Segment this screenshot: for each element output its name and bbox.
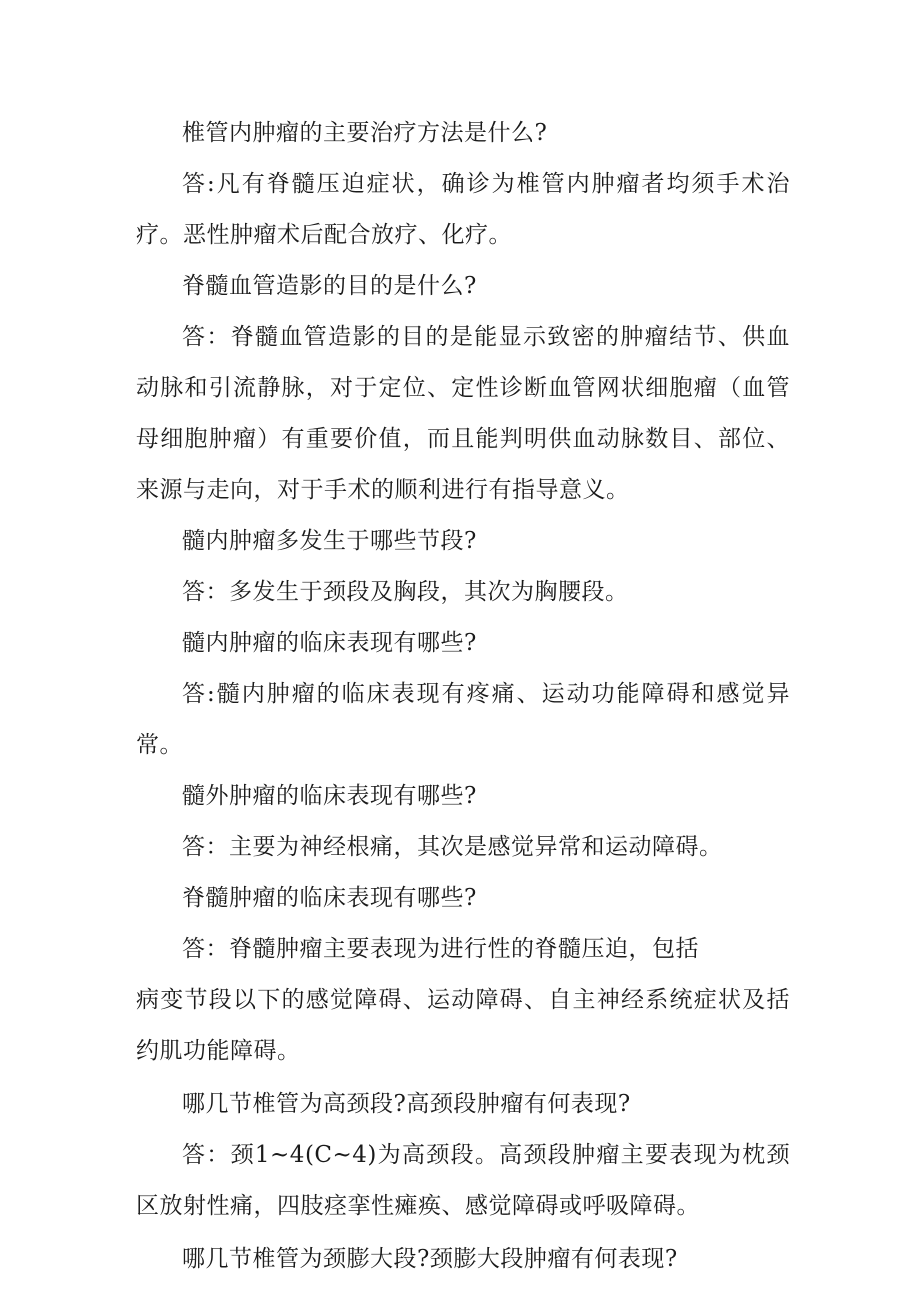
answer-treatment: 答:凡有脊髓压迫症状，确诊为椎管内肿瘤者均须手术治疗。恶性肿瘤术后配合放疗、化疗。 xyxy=(136,171,790,248)
question-intramedullary-segments: 髓内肿瘤多发生于哪些节段? xyxy=(182,528,477,554)
answer-spinal-tumor-symptoms-part2: 病变节段以下的感觉障碍、运动障碍、自主神经系统症状及括约肌功能障碍。 xyxy=(136,987,790,1064)
question-spinal-tumor-symptoms: 脊髓肿瘤的临床表现有哪些? xyxy=(182,885,477,911)
answer-intramedullary-segments: 答：多发生于颈段及胸段，其次为胸腰段。 xyxy=(182,579,629,605)
answer-high-cervical: 答：颈1~4(C~4)为高颈段。高颈段肿瘤主要表现为枕颈区放射性痛，四肢痉挛性瘫痪、感觉障碍或呼吸障碍。 xyxy=(136,1142,790,1219)
answer-angiography: 答：脊髓血管造影的目的是能显示致密的肿瘤结节、供血动脉和引流静脉，对于定位、定性诊断血管网状细胞瘤（血管母细胞肿瘤）有重要价值，而且能判明供血动脉数目、部位、来源与走向，对于手术的顺利进行有指导意义。 xyxy=(136,324,790,503)
question-cervical-enlargement: 哪几节椎管为颈膨大段?颈膨大段肿瘤有何表现? xyxy=(182,1246,678,1272)
question-intramedullary-symptoms: 髓内肿瘤的临床表现有哪些? xyxy=(182,630,477,656)
document-body xyxy=(136,108,790,1285)
question-treatment: 椎管内肿瘤的主要治疗方法是什么? xyxy=(182,120,548,146)
question-angiography: 脊髓血管造影的目的是什么? xyxy=(182,273,477,299)
answer-intramedullary-symptoms: 答:髓内肿瘤的临床表现有疼痛、运动功能障碍和感觉异常。 xyxy=(136,681,790,758)
answer-spinal-tumor-symptoms-part1: 答：脊髓肿瘤主要表现为进行性的脊髓压迫，包括 xyxy=(182,936,699,962)
answer-extramedullary-symptoms: 答：主要为神经根痛，其次是感觉异常和运动障碍。 xyxy=(182,834,723,860)
question-extramedullary-symptoms: 髓外肿瘤的临床表现有哪些? xyxy=(182,783,477,809)
question-high-cervical: 哪几节椎管为高颈段?高颈段肿瘤有何表现? xyxy=(182,1091,631,1117)
